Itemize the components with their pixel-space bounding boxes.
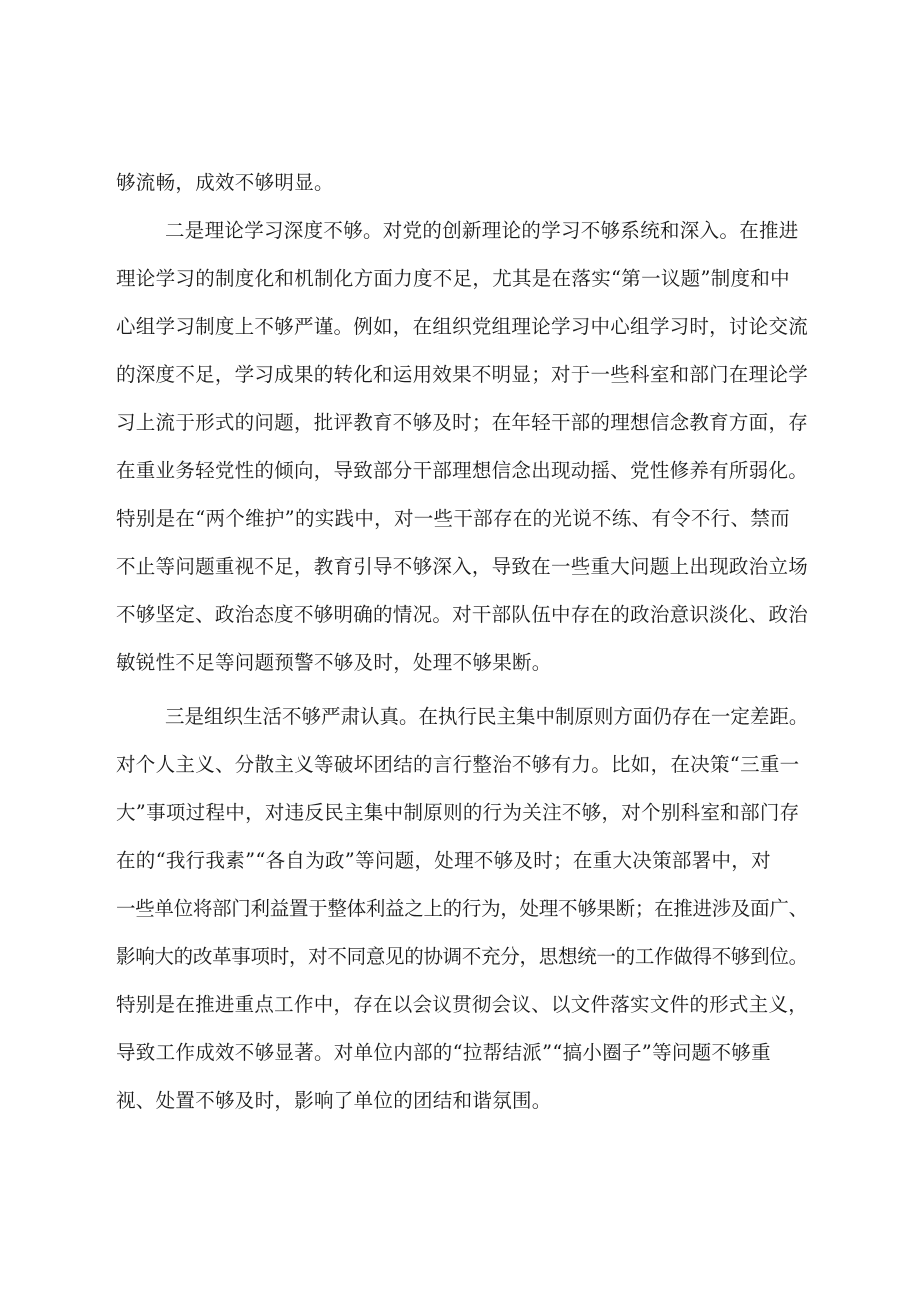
text-line: 在的“我行我素”“各自为政”等问题，处理不够及时；在重大决策部署中，对 (116, 849, 771, 872)
text-line: 大”事项过程中，对违反民主集中制原则的行为关注不够，对个别科室和部门存 (116, 801, 800, 824)
paragraph-start-line: 三是组织生活不够严肃认真。在执行民主集中制原则方面仍存在一定差距。 (165, 705, 809, 728)
text-line: 视、处置不够及时，影响了单位的团结和谐氛围。 (116, 1089, 552, 1112)
text-line: 导致工作成效不够显著。对单位内部的“拉帮结派”“搞小圈子”等问题不够重 (116, 1041, 771, 1064)
text-line: 心组学习制度上不够严谨。例如，在组织党组理论学习中心组学习时，讨论交流 (116, 315, 809, 338)
text-line: 够流畅，成效不够明显。 (116, 171, 334, 194)
text-line: 的深度不足，学习成果的转化和运用效果不明显；对于一些科室和部门在理论学 (116, 363, 809, 386)
text-line: 特别是在“两个维护”的实践中，对一些干部存在的光说不练、有令不行、禁而 (116, 507, 790, 530)
text-line: 特别是在推进重点工作中，存在以会议贯彻会议、以文件落实文件的形式主义， (116, 993, 809, 1016)
text-line: 在重业务轻党性的倾向，导致部分干部理想信念出现动摇、党性修养有所弱化。 (116, 459, 809, 482)
text-line: 习上流于形式的问题，批评教育不够及时；在年轻干部的理想信念教育方面，存 (116, 411, 809, 434)
text-line: 理论学习的制度化和机制化方面力度不足，尤其是在落实“第一议题”制度和中 (116, 267, 790, 290)
text-line: 对个人主义、分散主义等破坏团结的言行整治不够有力。比如，在决策“三重一 (116, 753, 800, 776)
text-line: 不够坚定、政治态度不够明确的情况。对干部队伍中存在的政治意识淡化、政治 (116, 603, 809, 626)
text-line: 不止等问题重视不足，教育引导不够深入，导致在一些重大问题上出现政治立场 (116, 555, 809, 578)
paragraph-start-line: 二是理论学习深度不够。对党的创新理论的学习不够系统和深入。在推进 (165, 219, 799, 242)
text-line: 一些单位将部门利益置于整体利益之上的行为，处理不够果断；在推进涉及面广、 (116, 897, 808, 920)
text-line: 敏锐性不足等问题预警不够及时，处理不够果断。 (116, 651, 552, 674)
text-line: 影响大的改革事项时，对不同意见的协调不充分，思想统一的工作做得不够到位。 (116, 945, 808, 968)
